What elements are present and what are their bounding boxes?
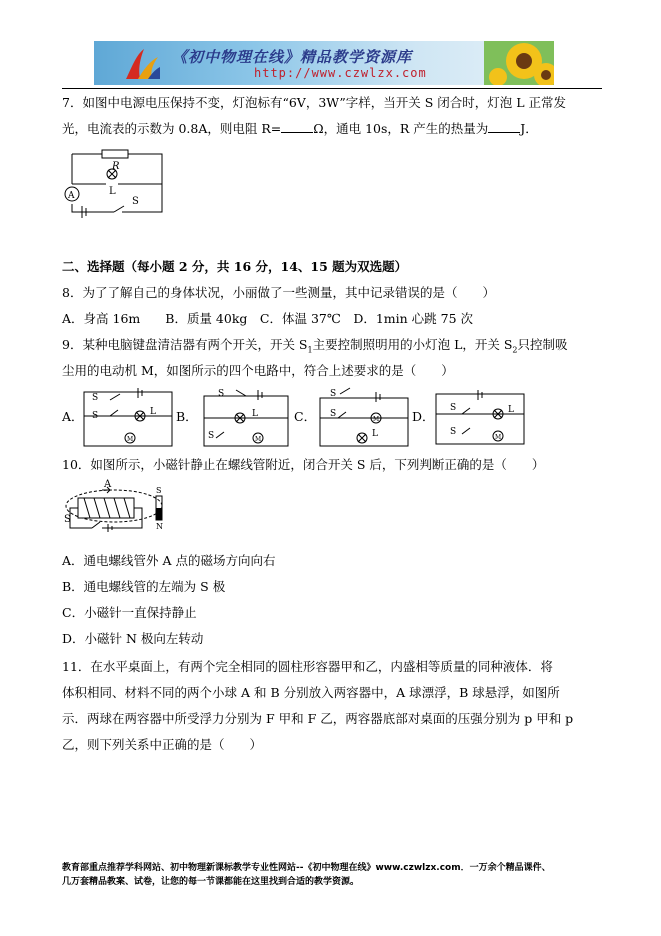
q9d-s2: S bbox=[450, 427, 457, 437]
q10-solenoid-diagram bbox=[62, 478, 178, 538]
q10-label-s-switch: S bbox=[64, 514, 71, 525]
page-footer bbox=[62, 861, 622, 889]
q7-circuit-diagram bbox=[62, 146, 172, 222]
q9b-m: M bbox=[255, 436, 262, 443]
q11-line1: 11．在水平桌面上，有两个完全相同的圆柱形容器甲和乙，内盛相等质量的同种液体．将 bbox=[62, 659, 553, 674]
q7-blank-heat[interactable] bbox=[488, 118, 520, 133]
q9b-s2: S bbox=[208, 431, 215, 441]
q11-line4: 乙，则下列关系中正确的是（ ） bbox=[62, 737, 263, 752]
sunflower-icon bbox=[484, 41, 554, 85]
header-banner bbox=[94, 41, 554, 85]
header-rule bbox=[62, 88, 602, 89]
q9a-m: M bbox=[127, 436, 134, 443]
q7-label-r: R bbox=[112, 161, 120, 172]
q10-label-s-needle: S bbox=[156, 486, 162, 495]
q9d-l: L bbox=[508, 405, 514, 415]
q9-option-c-label[interactable]: C． bbox=[294, 409, 317, 424]
q9d-s1: S bbox=[450, 403, 457, 413]
q7-text-part1: 光，电流表的示数为 0.8A，则电阻 R= bbox=[62, 121, 282, 136]
q9-text-part2: 主要控制照明用的小灯泡 L，开关 S bbox=[312, 337, 513, 352]
q9-sub2: 2 bbox=[512, 345, 518, 355]
q10-option-b[interactable]: B．通电螺线管的左端为 S 极 bbox=[62, 579, 226, 594]
site-logo-icon bbox=[122, 45, 162, 81]
q9-text-part3: 只控制吸 bbox=[517, 337, 568, 352]
q9-option-b-label[interactable]: B． bbox=[176, 409, 198, 424]
q9-circuit-a[interactable] bbox=[80, 388, 176, 450]
q11-line3: 示．两球在两容器中所受浮力分别为 F 甲和 F 乙，两容器底部对桌面的压强分别为 p 甲和 p bbox=[62, 711, 574, 726]
q9-circuit-c[interactable] bbox=[316, 386, 412, 450]
q10-option-a[interactable]: A．通电螺线管外 A 点的磁场方向向右 bbox=[62, 553, 276, 568]
q8-question: 8．为了了解自己的身体状况，小丽做了一些测量，其中记录错误的是（ ） bbox=[62, 285, 495, 300]
footer-line2: 几万套精品教案、试卷，让您的每一节课都能在这里找到合适的教学资源。 bbox=[62, 877, 360, 887]
q9a-s1: S bbox=[92, 393, 99, 403]
q9d-m: M bbox=[495, 434, 502, 441]
q10-label-a: A bbox=[104, 479, 112, 490]
q9-option-d-label[interactable]: D． bbox=[412, 409, 435, 424]
q9c-m: M bbox=[373, 416, 380, 423]
q9-circuit-d[interactable] bbox=[432, 390, 528, 448]
q9-sub1: 1 bbox=[307, 345, 313, 355]
q9c-s1: S bbox=[330, 409, 337, 419]
q9-text-part1: 9．某种电脑键盘清洁器有两个开关，开关 S bbox=[62, 337, 308, 352]
q9b-l: L bbox=[252, 409, 258, 419]
q7-line1: 7．如图中电源电压保持不变，灯泡标有“6V，3W”字样，当开关 S 闭合时，灯泡 L 正常发 bbox=[62, 95, 567, 110]
q10-option-d[interactable]: D．小磁针 N 极向左转动 bbox=[62, 631, 204, 646]
banner-url[interactable]: http://www.czwlzx.com bbox=[254, 66, 427, 80]
q10-label-n-needle: N bbox=[156, 522, 163, 531]
q10-option-c[interactable]: C．小磁针一直保持静止 bbox=[62, 605, 197, 620]
q7-blank-resistance[interactable] bbox=[281, 118, 313, 133]
footer-line1: 教育部重点推荐学科网站、初中物理新课标教学专业性网站--《初中物理在线》www.czwlzx.com．一万余个精品课件、 bbox=[62, 863, 551, 873]
q9c-s2: S bbox=[330, 389, 337, 399]
q10-question: 10．如图所示，小磁针静止在螺线管附近，闭合开关 S 后，下列判断正确的是（ ） bbox=[62, 457, 545, 472]
q9-option-a-label[interactable]: A． bbox=[62, 409, 84, 424]
q9a-s2: S bbox=[92, 411, 99, 421]
q9-circuit-b[interactable] bbox=[196, 386, 292, 450]
q7-label-l: L bbox=[109, 186, 116, 197]
q9c-l: L bbox=[372, 429, 378, 439]
q7-text-part3: J． bbox=[520, 121, 538, 136]
q9-line2: 尘用的电动机 M，如图所示的四个电路中，符合上述要求的是（ ） bbox=[62, 363, 454, 378]
q7-line2 bbox=[62, 116, 610, 142]
banner-title: 《初中物理在线》精品教学资源库 bbox=[172, 48, 413, 66]
q7-label-s: S bbox=[132, 196, 139, 207]
q9a-l: L bbox=[150, 407, 156, 417]
q7-text-part2: Ω，通电 10s，R 产生的热量为 bbox=[313, 121, 489, 136]
section2-heading: 二、选择题（每小题 2 分，共 16 分，14、15 题为双选题） bbox=[62, 259, 408, 274]
q11-line2: 体积相同、材料不同的两个小球 A 和 B 分别放入两容器中，A 球漂浮，B 球悬浮，如图所 bbox=[62, 685, 560, 700]
q8-options[interactable]: A．身高 16m B．质量 40kg C．体温 37℃ D．1min 心跳 75 次 bbox=[62, 311, 474, 326]
q9b-s1: S bbox=[218, 389, 225, 399]
q7-label-a: A bbox=[68, 191, 75, 201]
